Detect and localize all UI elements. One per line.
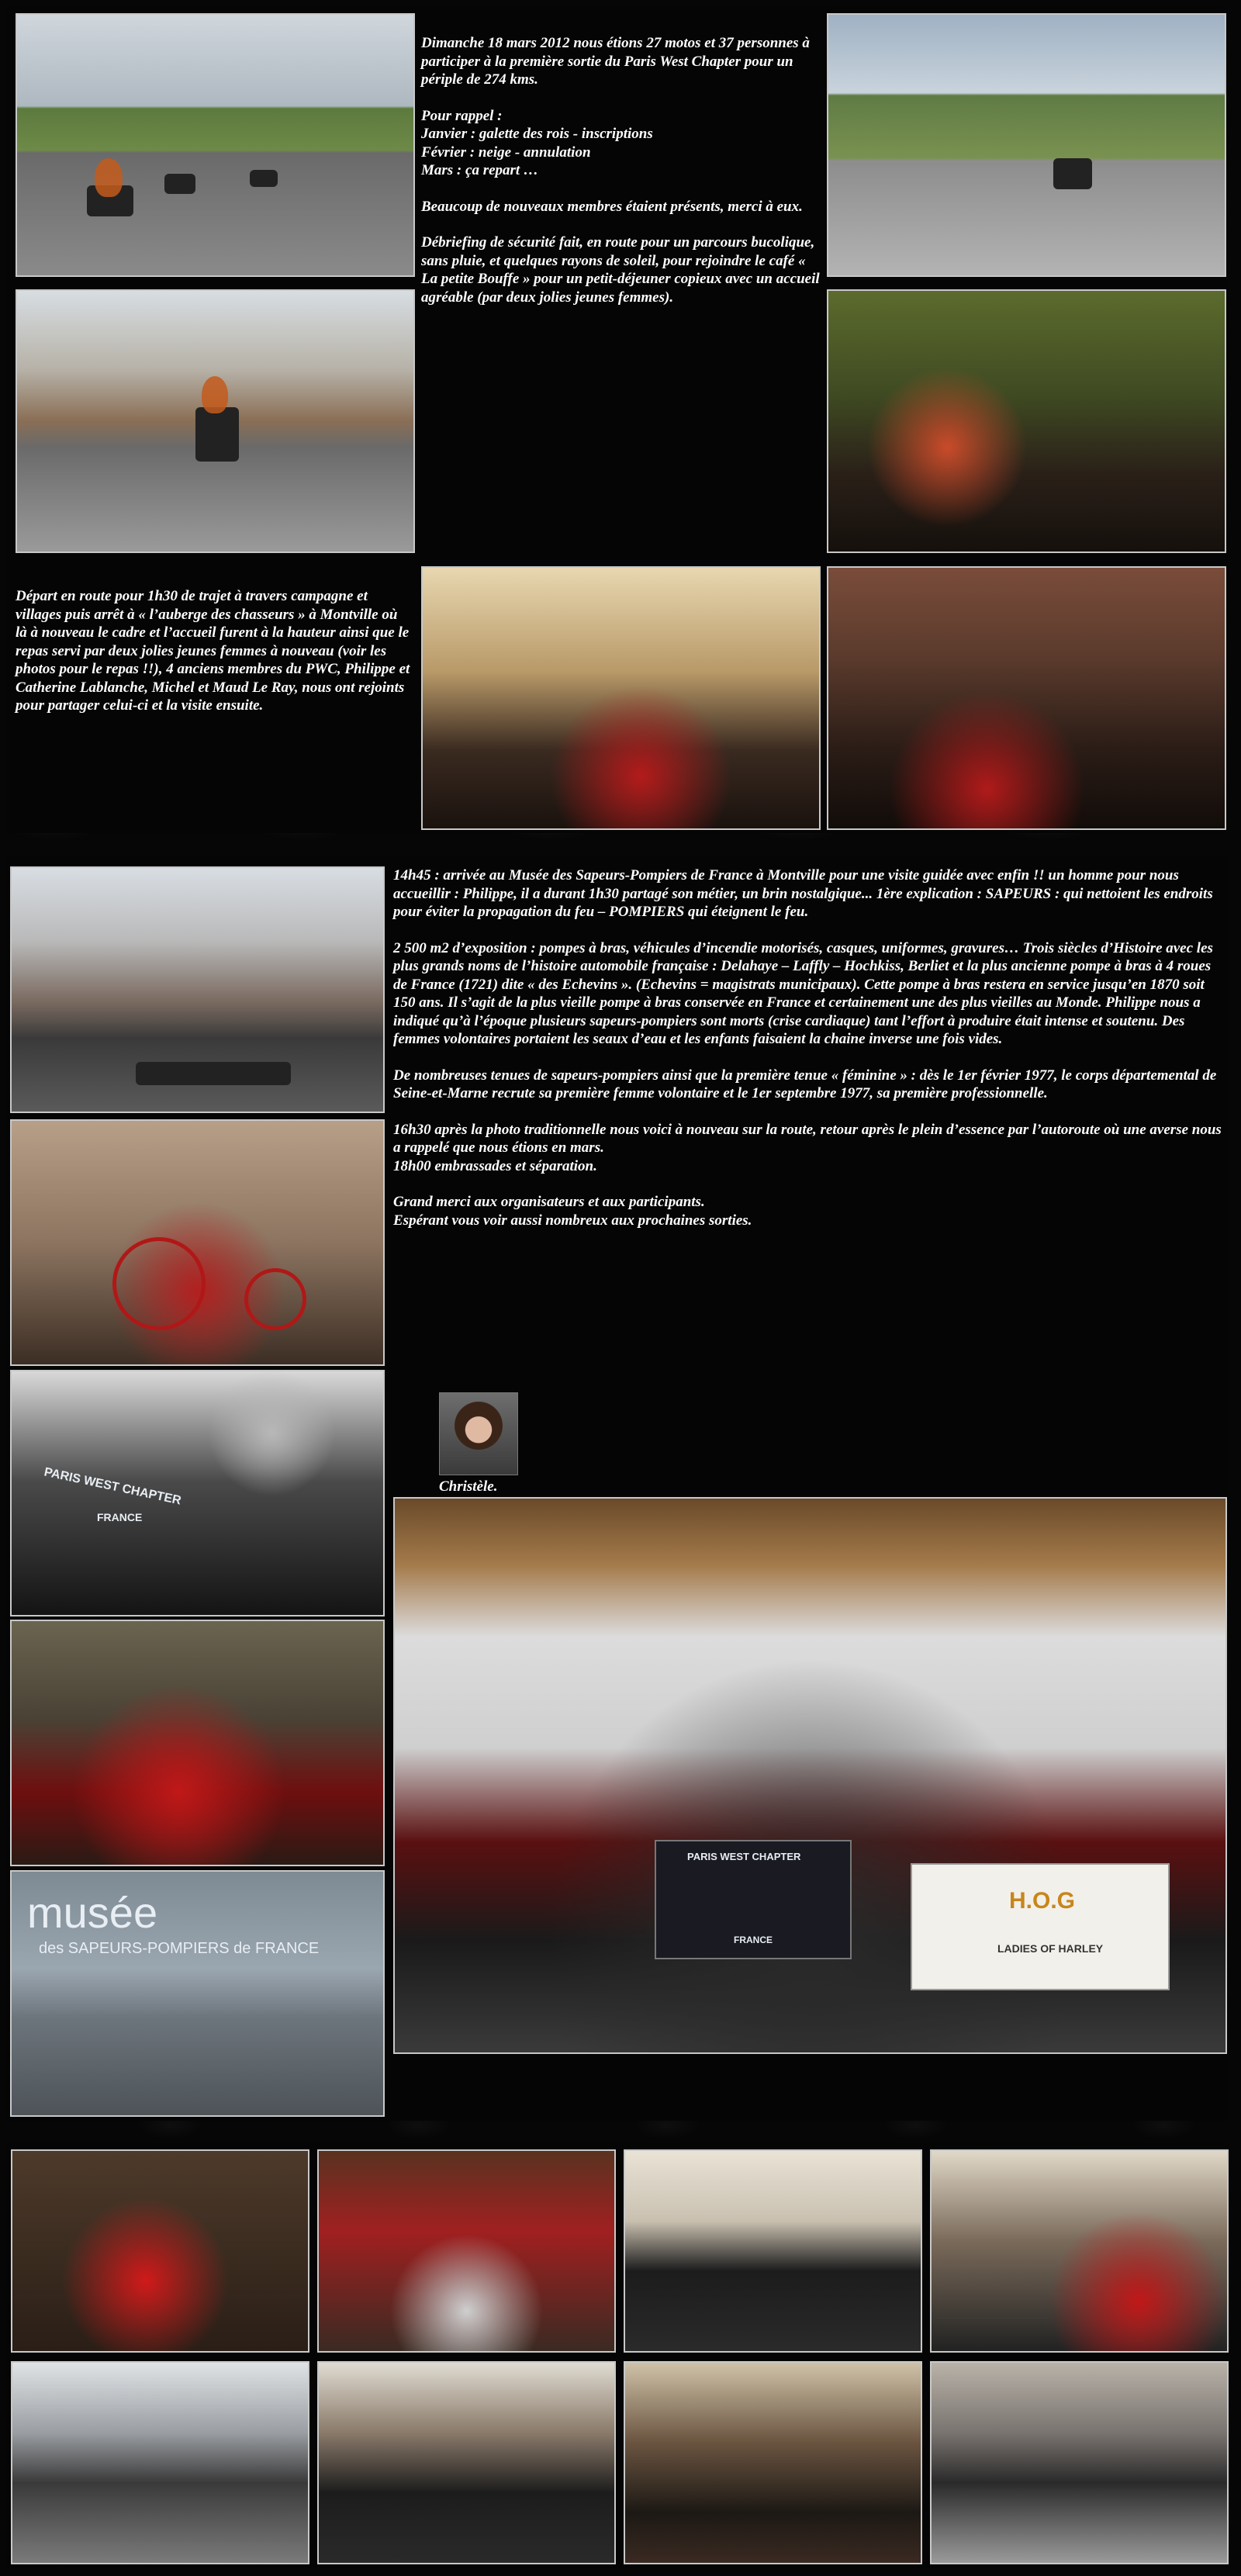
rider-silhouette [202, 376, 228, 413]
museum-p5a: Grand merci aux organisateurs et aux participants. [393, 1194, 705, 1210]
jacket-text-2: FRANCE [97, 1511, 143, 1523]
banner-light-text-2: LADIES OF HARLEY [997, 1942, 1104, 1955]
gallery-photo-4[interactable] [930, 2149, 1229, 2353]
motorcycle-silhouette [164, 174, 195, 194]
gallery-photo-1[interactable] [11, 2149, 309, 2353]
photo-village-road[interactable] [16, 289, 415, 553]
rappel-janvier: Janvier : galette des rois - inscriptions [421, 126, 653, 142]
rappel-fevrier: Février : neige - annulation [421, 143, 591, 161]
museum-p4b: 18h00 embrassades et séparation. [393, 1157, 597, 1174]
gallery-photo-8[interactable] [930, 2361, 1229, 2564]
banner-dark-text-2: FRANCE [734, 1935, 773, 1945]
museum-p2: 2 500 m2 d’exposition : pompes à bras, véhicules d’incendie motorisés, casques, uniformes, gravures… Trois siècles d’Histoire avec les plus grands noms de l’histoire automobile française : Delahaye – Laffly – Hochkiss, Berliet et la plus ancienne pompe à bras à 4 roues de France (1721) dite « des Echevins ». (Echevins = magistrats municipaux). Cette pompe à bras restera en service jusqu’en 1870 soit 150 ans. Il s’agit de la plus vieille pompe à bras conservée en France et certainement une des plus vieilles au Monde. Philippe nous a indiqué qu’à l’époque plusieurs sapeurs-pompiers sont morts (crise cardiaque) tant l’effort à produire était intense et soutenu. Des femmes volontaires portaient les seaux d’eau et les enfants faisaient la chaine inverse une fois vides. [393, 939, 1213, 1047]
rider-silhouette [95, 158, 123, 197]
jacket-text-1: PARIS WEST CHAPTER [43, 1465, 183, 1508]
motorcycle-silhouette [250, 170, 278, 187]
intro-line: Dimanche 18 mars 2012 nous étions 27 motos et 37 personnes à participer à la première sortie du Paris West Chapter pour un périple de 274 kms. [421, 35, 810, 88]
photo-road-group[interactable] [16, 13, 415, 277]
photo-fire-trucks[interactable] [10, 1620, 385, 1866]
signature: Christèle. [439, 1478, 498, 1495]
banner-light-text-1: H.O.G [1009, 1888, 1076, 1914]
wheel-shape [244, 1268, 306, 1330]
photo-country-road[interactable] [827, 13, 1226, 277]
photo-chapter-jacket[interactable] [10, 1370, 385, 1616]
museum-p1: 14h45 : arrivée au Musée des Sapeurs-Pompiers de France à Montville pour une visite guidée avec enfin !! un homme pour nous accueillir : Philippe, il a durant 1h30 partagé son métier, un brin nostalgique... 1ère explication : SAPEURS : qui nettoient les endroits pour éviter la propagation du feu – POMPIERS qui éteignent le feu. [393, 867, 1213, 920]
motorcycle-silhouette [1053, 158, 1092, 189]
motorcycle-silhouette [195, 407, 239, 462]
motorcycle-silhouette [136, 1062, 291, 1085]
depart-text [16, 587, 411, 733]
debrief-text: Débriefing de sécurité fait, en route pour un parcours bucolique, sans pluie, et quelques rayons de soleil, pour rejoindre le café « La petite Bouffe » pour un petit-déjeuner copieux avec un accueil agréable (par deux jolies jeunes femmes). [421, 234, 820, 306]
rappel-mars: Mars : ça repart … [421, 162, 538, 178]
rappel-title: Pour rappel : [421, 107, 503, 124]
musee-sign-1: musée [27, 1888, 158, 1937]
photo-restaurant-2[interactable] [827, 566, 1226, 830]
author-avatar [439, 1392, 518, 1475]
museum-text [393, 866, 1223, 1229]
museum-p3: De nombreuses tenues de sapeurs-pompiers ainsi que la première tenue « féminine » : dès le 1er février 1977, le corps départemental de Seine-et-Marne recrute sa première femme volontaire et le 1er septembre 1977, sa première professionnelle. [393, 1067, 1217, 1101]
gallery-photo-2[interactable] [317, 2149, 616, 2353]
photo-cafe-breakfast[interactable] [827, 289, 1226, 553]
wheel-shape [112, 1237, 206, 1330]
gallery-photo-7[interactable] [624, 2361, 922, 2564]
membres-text: Beaucoup de nouveaux membres étaient présents, merci à eux. [421, 198, 803, 215]
banner-paris-west-chapter [655, 1840, 852, 1959]
photo-bikes-parked[interactable] [10, 866, 385, 1113]
musee-sign-2: des SAPEURS-POMPIERS de FRANCE [39, 1940, 320, 1957]
gallery-photo-3[interactable] [624, 2149, 922, 2353]
photo-hand-pump[interactable] [10, 1119, 385, 1366]
photo-restaurant-1[interactable] [421, 566, 821, 830]
museum-p4a: 16h30 après la photo traditionnelle nous voici à nouveau sur la route, retour après le plein d’essence par l’autoroute où une averse nous a rappelé que nous étions en mars. [393, 1121, 1222, 1156]
gallery-photo-5[interactable] [11, 2361, 309, 2564]
depart-paragraph: Départ en route pour 1h30 de trajet à travers campagne et villages puis arrêt à « l’auberge des chasseurs » à Montville où là à nouveau le cadre et l’accueil furent à la hauteur ainsi que le repas servi par deux jolies jeunes femmes à nouveau (voir les photos pour le repas !!), 4 anciens membres du PWC, Philippe et Catherine Lablanche, Michel et Maud Le Ray, nous ont rejoints pour partager celui-ci et la visite ensuite. [16, 588, 410, 714]
museum-p5b: Espérant vous voir aussi nombreux aux prochaines sorties. [393, 1212, 752, 1229]
photo-group-museum[interactable] [393, 1497, 1227, 2054]
photo-musee-sign[interactable] [10, 1870, 385, 2117]
banner-ladies-of-harley [911, 1863, 1170, 1990]
banner-dark-text-1: PARIS WEST CHAPTER [687, 1851, 801, 1862]
intro-text [421, 34, 824, 324]
gallery-photo-6[interactable] [317, 2361, 616, 2564]
